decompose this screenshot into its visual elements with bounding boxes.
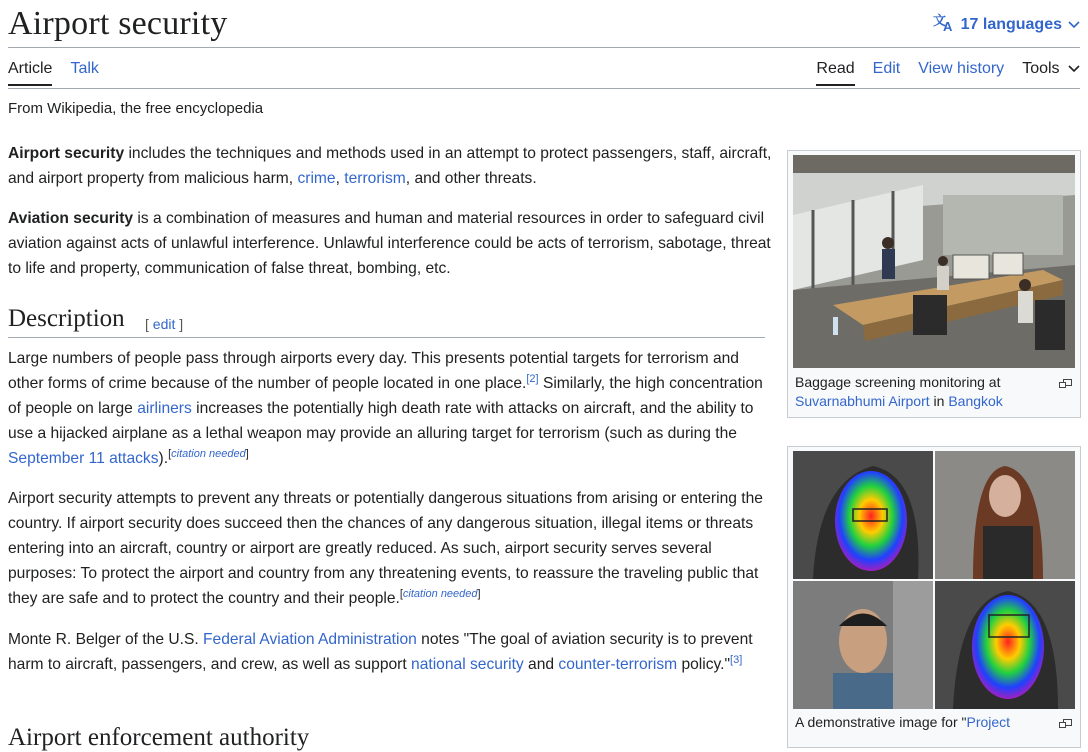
bold-term: Airport security	[8, 145, 125, 162]
description-paragraph-3	[8, 627, 773, 677]
text: A demonstrative image for "	[795, 714, 967, 730]
citation-needed-text: citation needed	[402, 587, 478, 600]
text: policy."	[677, 656, 731, 673]
figure-face-recognition	[787, 446, 1081, 748]
page-title: Airport security	[8, 5, 228, 42]
tools-label: Tools	[1022, 60, 1060, 77]
intro-paragraph-1	[8, 141, 773, 191]
reference-2[interactable]: [2]	[526, 372, 539, 385]
tabs-divider	[8, 88, 1080, 89]
text: , and other threats.	[405, 170, 537, 187]
text: includes the techniques and methods used in an attempt to protect passengers, staff, aircraft, and airport property from malicious harm,	[8, 145, 772, 187]
face-recognition-image[interactable]	[793, 451, 1075, 709]
citation-needed-text: citation needed	[171, 447, 246, 460]
figure-caption	[795, 713, 1054, 732]
text: Similarly, the high concentration of people on large	[8, 375, 763, 417]
edit-section-link[interactable]: edit	[152, 316, 176, 332]
bracket: [	[168, 447, 172, 460]
link-terrorism[interactable]: terrorism	[344, 170, 406, 187]
svg-text:A: A	[942, 19, 953, 32]
baggage-screening-photo[interactable]	[793, 155, 1075, 368]
link-project[interactable]: Project	[966, 714, 1011, 730]
tools-menu[interactable]	[1022, 60, 1080, 86]
bracket: ]	[477, 587, 481, 600]
citation-needed-link[interactable]	[403, 588, 478, 600]
description-paragraph-1	[8, 346, 773, 471]
tab-view-history[interactable]: View history	[918, 60, 1005, 77]
citation-needed-link[interactable]	[171, 448, 246, 460]
link-crime[interactable]: crime	[297, 170, 336, 187]
text: and	[523, 656, 559, 673]
text: in	[929, 393, 949, 409]
tab-edit[interactable]: Edit	[872, 60, 901, 77]
bold-term: Aviation security	[8, 210, 134, 227]
text: ,	[335, 170, 345, 187]
text: increases the potentially high death rate with attacks on aircraft, and the ability to use a hijacked airplane as a lethal weapon may provide an alluring target for terrorism (such as during the	[8, 400, 754, 442]
text: Large numbers of people pass through airports every day. This presents potential targets for terrorism and other forms of crime because of the number of people located in one place.	[8, 350, 739, 392]
bracket: ]	[245, 447, 249, 460]
intro-paragraph-2	[8, 206, 773, 281]
text: is a combination of measures and human and material resources in order to safeguard civil aviation against acts of unlawful interference. Unlawful interference could be acts of terrorism, sabotage, threat to life and property, communication of false threat, bombing, etc.	[8, 210, 771, 277]
tab-article[interactable]: Article	[8, 60, 52, 86]
site-tagline: From Wikipedia, the free encyclopedia	[8, 100, 264, 117]
section-edit	[145, 316, 183, 332]
bracket: [	[399, 587, 403, 600]
view-tabs	[816, 60, 1080, 86]
link-bangkok[interactable]: Bangkok	[948, 393, 1003, 409]
tab-talk[interactable]: Talk	[70, 60, 99, 77]
chevron-down-icon	[1064, 60, 1080, 77]
reference-3[interactable]: [3]	[730, 653, 743, 666]
tab-read[interactable]: Read	[816, 60, 854, 86]
text: ).	[158, 450, 169, 467]
text: Baggage screening monitoring at	[795, 374, 1001, 390]
title-divider	[8, 47, 1080, 48]
section-heading-next: Airport enforcement authority	[8, 724, 310, 751]
section-divider	[8, 337, 765, 338]
description-paragraph-2	[8, 486, 773, 611]
text: Monte R. Belger of the U.S.	[8, 631, 204, 648]
link-national-security[interactable]: national security	[411, 656, 524, 673]
bracket: [	[145, 316, 153, 332]
translate-icon	[933, 12, 955, 37]
svg-text:文: 文	[932, 14, 946, 29]
link-faa[interactable]: Federal Aviation Administration	[203, 631, 417, 648]
section-heading-description: Description	[8, 305, 125, 332]
text: Airport security attempts to prevent any threats or potentially dangerous situations from arising or entering the country. If airport security does succeed then the chances of any dangerous situation, illegal items or threats entering into an aircraft, country or airport are greatly reduced. As such, airport security serves several purposes: To protect the airport and country from any threatening events, to reassure the traveling public that they are safe and to protect the country and their people.	[8, 490, 763, 607]
figure-caption	[795, 373, 1054, 411]
namespace-tabs	[8, 60, 99, 86]
link-september-11-attacks[interactable]: September 11 attacks	[8, 450, 159, 467]
enlarge-icon[interactable]	[1059, 375, 1072, 384]
language-count: 17 languages	[960, 15, 1062, 33]
language-button[interactable]	[933, 12, 1080, 37]
link-counter-terrorism[interactable]: counter-terrorism	[558, 656, 678, 673]
bracket: ]	[175, 316, 184, 332]
link-suvarnabhumi-airport[interactable]: Suvarnabhumi Airport	[795, 393, 930, 409]
link-airliners[interactable]: airliners	[137, 400, 192, 417]
chevron-down-icon	[1068, 16, 1080, 34]
figure-baggage-screening	[787, 150, 1081, 418]
enlarge-icon[interactable]	[1059, 715, 1072, 724]
text: notes "The goal of aviation security is to prevent harm to aircraft, passengers, and crew, as well as support	[8, 631, 753, 673]
